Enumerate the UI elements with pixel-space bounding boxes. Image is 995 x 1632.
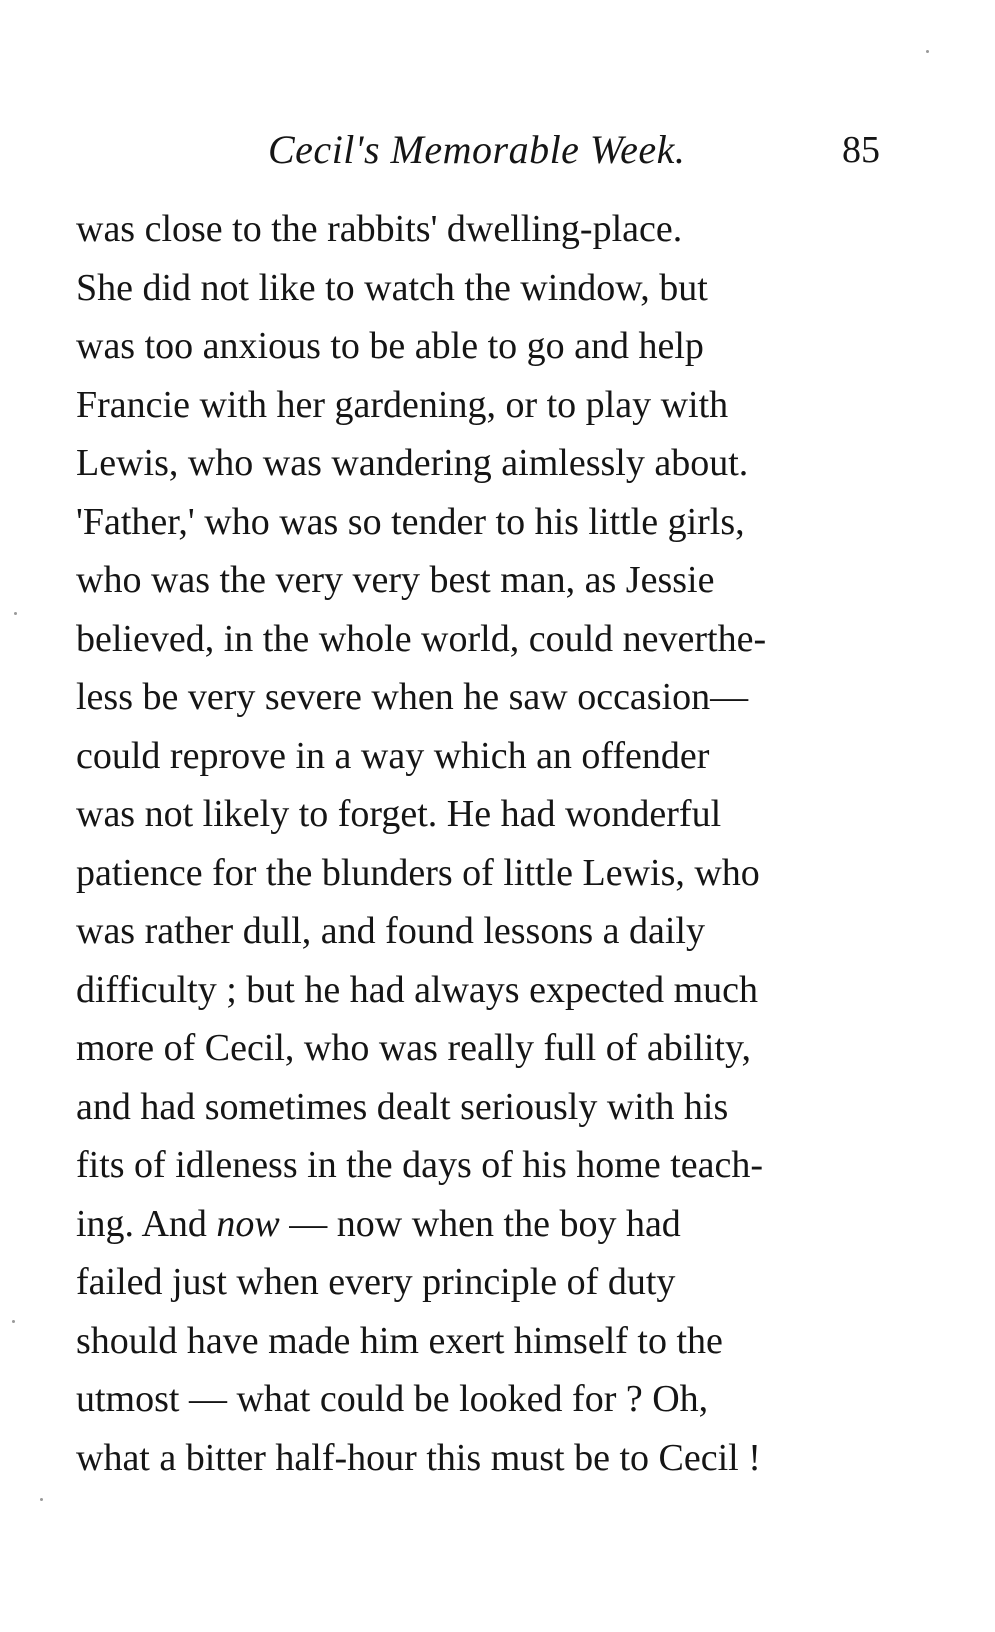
- text-line-with-emphasis: [76, 1195, 876, 1254]
- text-segment: — now when the boy had: [279, 1202, 681, 1245]
- page-number: 85: [842, 129, 880, 171]
- text-line: 'Father,' who was so tender to his little girls,: [76, 500, 745, 543]
- body-paragraph: [76, 200, 876, 1487]
- paper-speck: [926, 50, 929, 53]
- running-title: Cecil's Memorable Week.: [268, 127, 686, 172]
- paper-speck: [40, 1498, 43, 1501]
- text-segment: ing. And: [76, 1202, 217, 1245]
- text-line: who was the very very best man, as Jessie: [76, 559, 715, 601]
- text-line: utmost — what could be looked for ? Oh,: [76, 1378, 709, 1420]
- page-header: [0, 118, 995, 178]
- text-line: difficulty ; but he had always expected much: [76, 968, 759, 1011]
- paper-speck: [14, 612, 17, 615]
- text-line: more of Cecil, who was really full of ability,: [76, 1027, 752, 1069]
- text-line: and had sometimes dealt seriously with his: [76, 1085, 729, 1128]
- text-line: fits of idleness in the days of his home teach-: [76, 1144, 764, 1186]
- text-line: patience for the blunders of little Lewis, who: [76, 851, 760, 894]
- text-line: was not likely to forget. He had wonderful: [76, 793, 722, 835]
- text-line: failed just when every principle of duty: [76, 1261, 676, 1303]
- text-line: less be very severe when he saw occasion—: [76, 676, 749, 718]
- text-line: Francie with her gardening, or to play with: [76, 383, 729, 426]
- text-line: Lewis, who was wandering aimlessly about.: [76, 442, 749, 484]
- emphasized-word: now: [216, 1202, 280, 1245]
- text-line: was rather dull, and found lessons a daily: [76, 910, 705, 952]
- text-line: could reprove in a way which an offender: [76, 734, 710, 777]
- text-line: believed, in the whole world, could neverthe-: [76, 617, 767, 660]
- text-line: what a bitter half-hour this must be to Cecil !: [76, 1436, 761, 1479]
- text-line: should have made him exert himself to the: [76, 1319, 723, 1362]
- text-line: She did not like to watch the window, but: [76, 266, 708, 309]
- text-line: was close to the rabbits' dwelling-place.: [76, 208, 683, 250]
- text-line: was too anxious to be able to go and help: [76, 325, 704, 367]
- paper-speck: [12, 1320, 15, 1323]
